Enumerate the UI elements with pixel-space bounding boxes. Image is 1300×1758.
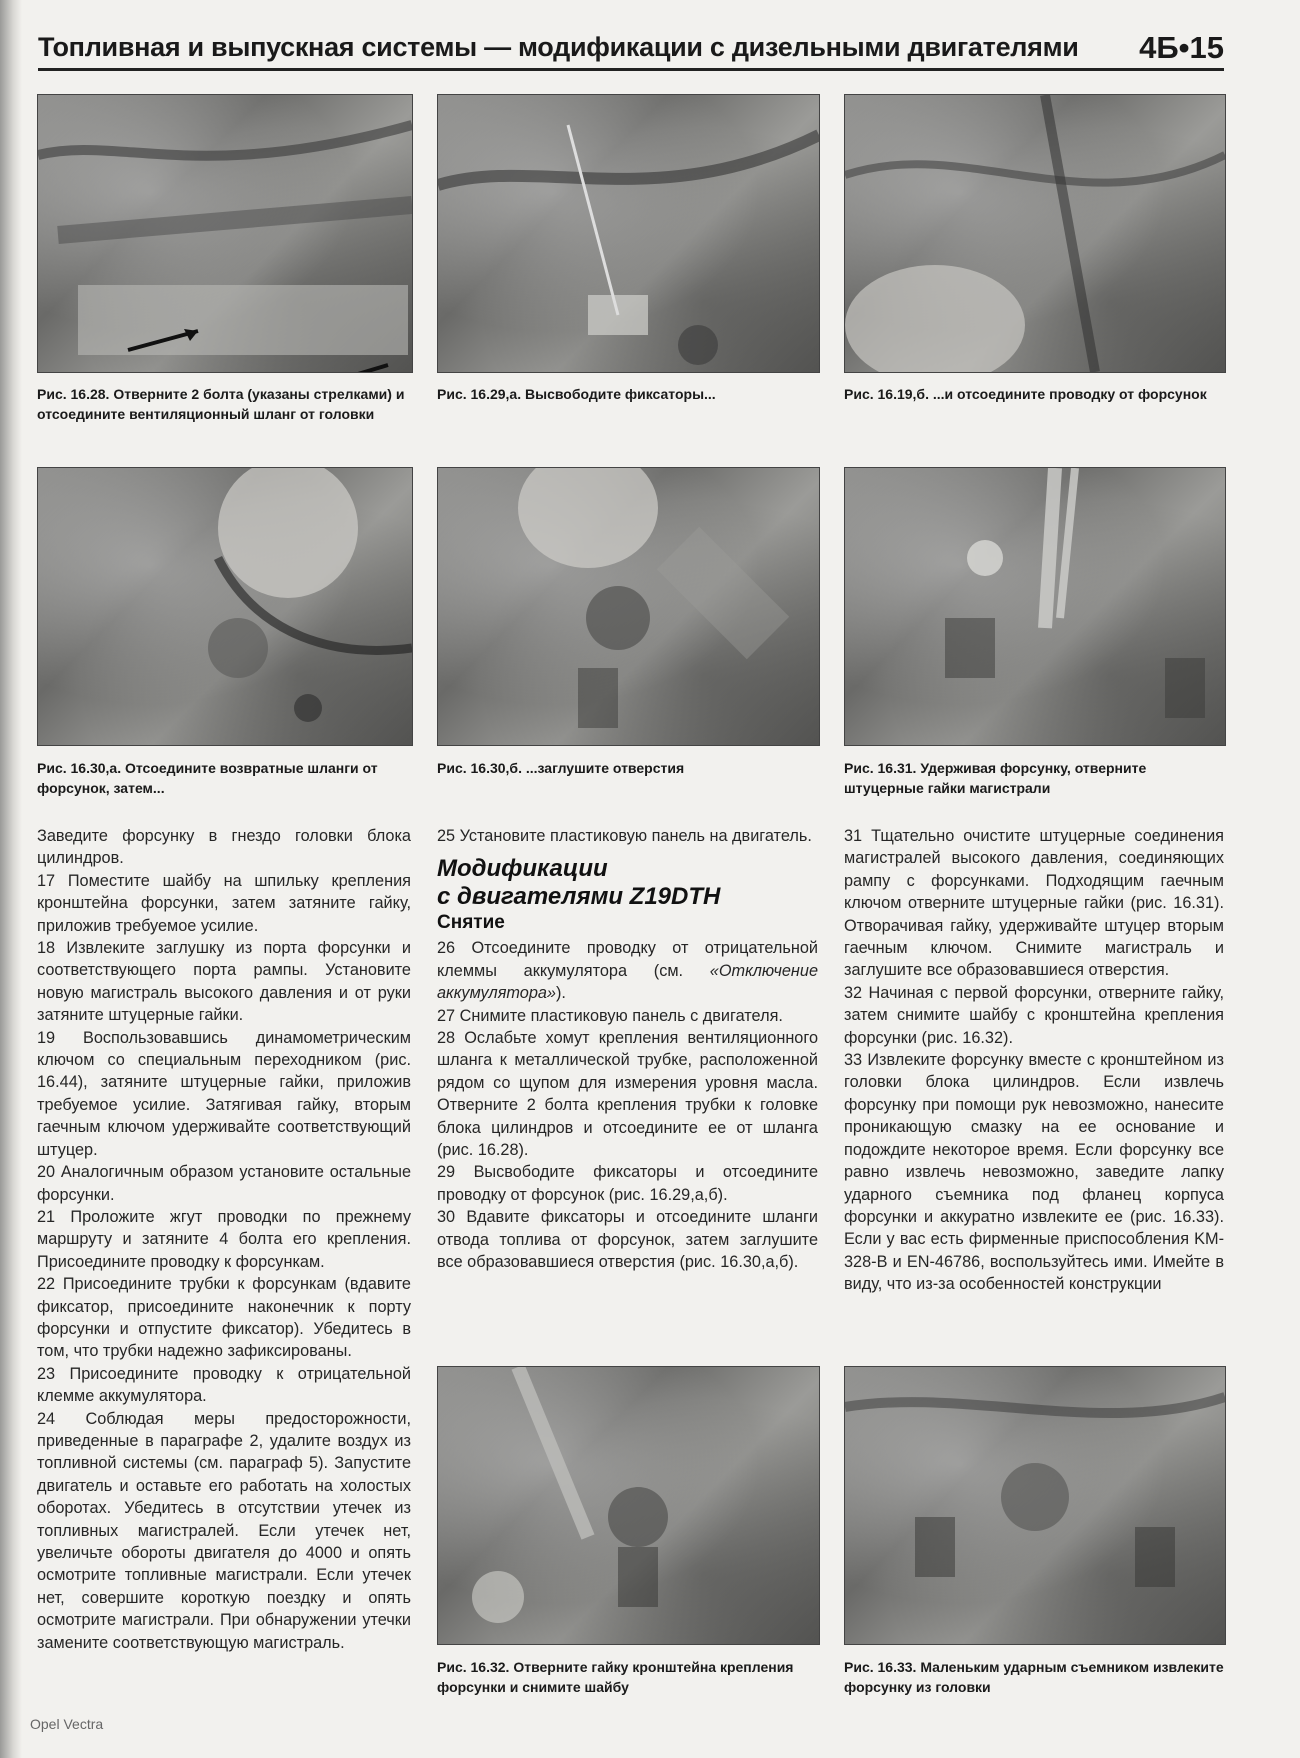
paragraph-27: 27 Снимите пластиковую панель с двигателя. [437, 1006, 783, 1025]
paragraph-20: 20 Аналогичным образом установите остальные форсунки. [37, 1163, 411, 1204]
paragraph-24: 24 Соблюдая меры предосторожности, приведенные в параграфе 2, удалите воздух из топливной системы (см. параграф 5). Запустите двигатель и оставьте его работать на холостых оборотах. Убедитесь в отсутствии утечек из топливных магистралей. Если утечек нет, увеличьте обороты двигателя до 4000 и опять осмотрите топливные магистрали. Если утечек нет, совершите короткую поездку и опять осмотрите магистрали. При обнаружении утечки замените соответствующую магистраль. [37, 1409, 411, 1652]
figure-16-33-photo [844, 1366, 1226, 1645]
figure-16-33-caption: Рис. 16.33. Маленьким ударным съемником извлеките форсунку из головки [844, 1659, 1224, 1695]
figure-16-31-caption: Рис. 16.31. Удерживая форсунку, отверните штуцерные гайки магистрали [844, 760, 1147, 796]
text-column-2 [437, 825, 818, 1274]
page-header [38, 30, 1224, 71]
page-binding-edge [0, 0, 22, 1758]
paragraph-21: 21 Проложите жгут проводки по прежнему маршруту и затяните 4 болта его крепления. Присоедините проводку к форсункам. [37, 1207, 411, 1271]
section-title-line-2: с двигателями Z19DTH [437, 883, 721, 911]
section-title [437, 855, 818, 911]
figure-16-28-caption: Рис. 16.28. Отверните 2 болта (указаны стрелками) и отсоедините вентиляционный шланг от головки [37, 386, 405, 422]
text-column-1 [37, 825, 411, 1654]
paragraph-32: 32 Начиная с первой форсунки, отверните гайку, затем снимите шайбу с кронштейна крепления форсунки (рис. 16.32). [844, 983, 1224, 1047]
page-number: 4Б•15 [1139, 30, 1224, 65]
paragraph-26 [437, 937, 818, 1004]
figure-16-19b-caption: Рис. 16.19,б. ...и отсоедините проводку от форсунок [844, 386, 1207, 402]
paragraph-23: 23 Присоедините проводку к отрицательной клемме аккумулятора. [37, 1364, 411, 1406]
paragraph-29: 29 Высвободите фиксаторы и отсоедините проводку от форсунок (рис. 16.29,а,б). [437, 1163, 818, 1204]
figure-16-30b-photo [437, 467, 820, 746]
figure-16-30a-photo [37, 467, 413, 746]
figure-16-32-photo [437, 1366, 820, 1645]
paragraph-30: 30 Вдавите фиксаторы и отсоедините шланги отвода топлива от форсунок, затем заглушите все образовавшиеся отверстия (рис. 16.30,а,б). [437, 1208, 818, 1272]
paragraph-31: 31 Тщательно очистите штуцерные соединения магистралей высокого давления, соединяющих рампу с форсунками. Подходящим гаечным ключом отверните штуцерные гайки (рис. 16.31). Отворачивая гайку, удерживайте штуцер вторым гаечным ключом. Снимите магистраль и заглушите все образовавшиеся отверстия. [844, 827, 1224, 980]
figure-16-28-photo [37, 94, 413, 373]
footer-book-title: Opel Vectra [30, 1716, 104, 1732]
text-column-3 [844, 825, 1224, 1296]
paragraph-26-reference: «Отключение аккумулятора» [437, 961, 818, 1003]
paragraph-28: 28 Ослабьте хомут крепления вентиляционного шланга к металлической трубке, расположенной рядом со щупом для измерения уровня масла. Отверните 2 болта крепления трубки к головке блока цилиндров и отсоедините ее от шланга (рис. 16.28). [437, 1029, 818, 1160]
figure-16-30a-caption: Рис. 16.30,а. Отсоедините возвратные шланги от форсунок, затем... [37, 760, 378, 796]
paragraph-25: 25 Установите пластиковую панель на двигатель. [437, 827, 812, 845]
paragraph-22: 22 Присоедините трубки к форсункам (вдавите фиксатор, присоедините наконечник к порту форсунки и отпустите фиксатор). Убедитесь в том, что трубки надежно зафиксированы. [37, 1275, 411, 1361]
paragraph-33: 33 Извлеките форсунку вместе с кронштейном из головки блока цилиндров. Если извлечь форсунку при помощи рук невозможно, нанесите проникающую смазку на ее основание и подождите некоторое время. Если форсунку все равно извлечь невозможно, заведите лапку ударного съемника под фланец корпуса форсунки и аккуратно извлеките ее (рис. 16.33). Если у вас есть фирменные приспособления KM-328-B и EN-46786, воспользуйтесь ими. Имейте в виду, что из-за особенностей конструкции [844, 1051, 1224, 1294]
paragraph-17: 17 Поместите шайбу на шпильку крепления кронштейна форсунки, затем затяните гайку, приложив требуемое усилие. [37, 871, 411, 935]
paragraph-26-end: ). [556, 984, 566, 1003]
figure-16-31-photo [844, 467, 1226, 746]
figure-16-19b-photo [844, 94, 1226, 373]
figure-16-30b-caption: Рис. 16.30,б. ...заглушите отверстия [437, 760, 685, 776]
page-title: Топливная и выпускная системы — модификации с дизельными двигателями [38, 32, 1079, 62]
subsection-title: Снятие [437, 912, 505, 934]
figure-16-32-caption: Рис. 16.32. Отверните гайку кронштейна крепления форсунки и снимите шайбу [437, 1659, 794, 1695]
figure-16-29a-photo [437, 94, 820, 373]
paragraph: Заведите форсунку в гнездо головки блока цилиндров. [37, 827, 411, 868]
paragraph-19: 19 Воспользовавшись динамометрическим ключом со специальным переходником (рис. 16.44), затяните штуцерные гайки, приложив требуемое усилие. Затягивая гайку, вторым гаечным ключом удерживайте соответствующий штуцер. [37, 1028, 411, 1159]
paragraph-18: 18 Извлеките заглушку из порта форсунки и соответствующего порта рампы. Установите новую магистраль высокого давления и от руки затяните штуцерные гайки. [37, 939, 411, 1025]
paragraph-26-text: 26 Отсоедините проводку от отрицательной клеммы аккумулятора (см. [437, 939, 818, 980]
section-title-line-1: Модификации [437, 855, 608, 883]
figure-16-29a-caption: Рис. 16.29,а. Высвободите фиксаторы... [437, 386, 716, 402]
